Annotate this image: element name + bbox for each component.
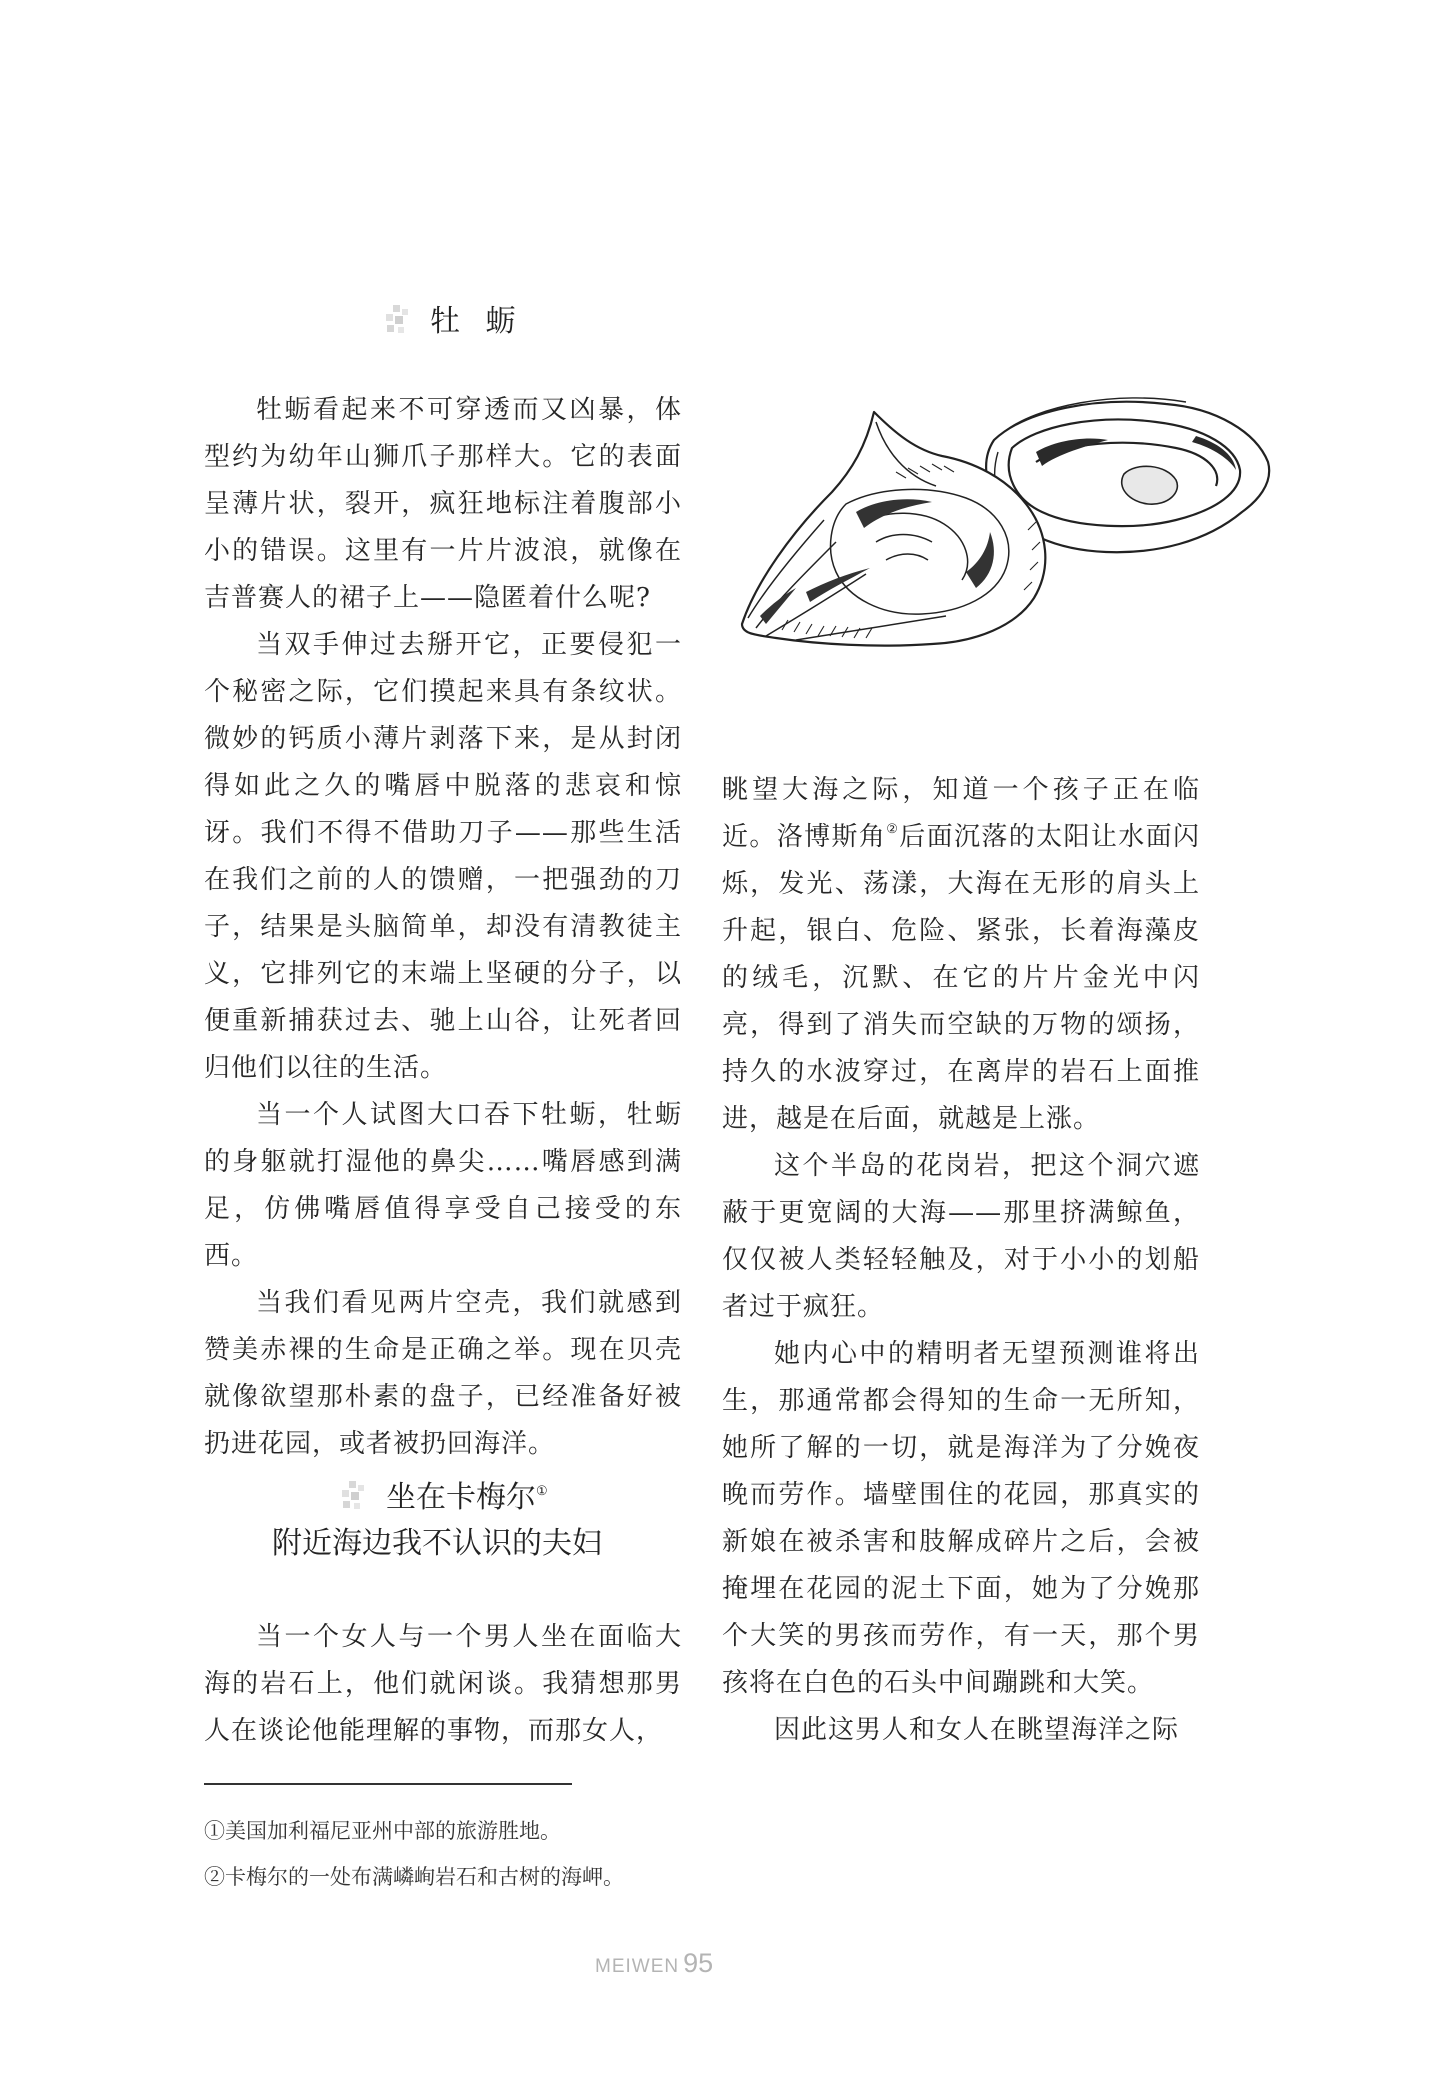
footnote-ref: ② bbox=[886, 822, 900, 837]
section-title-text: 牡 蛎 bbox=[430, 304, 524, 339]
paragraph: 牡蛎看起来不可穿透而又凶暴，体型约为幼年山狮爪子那样大。它的表面呈薄片状，裂开，疯狂地标注着腹部小小的错误。这里有一片片波浪，就像在吉普赛人的裙子上——隐匿着什么呢? bbox=[204, 395, 682, 613]
paragraph: 当一个人试图大口吞下牡蛎，牡蛎的身躯就打湿他的鼻尖……嘴唇感到满足，仿佛嘴唇值得享受自己接受的东西。 bbox=[204, 1100, 682, 1271]
page-number: 95 bbox=[683, 1948, 714, 1978]
section-title-line2: 附近海边我不认识的夫妇 bbox=[272, 1526, 602, 1561]
section-title-oyster bbox=[384, 298, 524, 346]
section2-body-right bbox=[722, 767, 1200, 1754]
paragraph: 这个半岛的花岗岩，把这个洞穴遮蔽于更宽阔的大海——那里挤满鲸鱼，仅仅被人类轻轻触及，对于小小的划船者过于疯狂。 bbox=[722, 1151, 1200, 1322]
footnote-ref: ① bbox=[536, 1484, 548, 1499]
section-mark-icon bbox=[340, 1479, 374, 1513]
section2-body-left bbox=[204, 1614, 682, 1755]
magazine-name: MEIWEN bbox=[595, 1956, 680, 1977]
footnote: ①美国加利福尼亚州中部的旅游胜地。 bbox=[204, 1819, 561, 1843]
section-mark-icon bbox=[384, 303, 418, 337]
page-folio bbox=[595, 1948, 713, 1979]
paragraph: 当一个女人与一个男人坐在面临大海的岩石上，他们就闲谈。我猜想那男人在谈论他能理解的事物，而那女人， bbox=[204, 1622, 682, 1746]
paragraph: 当双手伸过去掰开它，正要侵犯一个秘密之际，它们摸起来具有条纹状。微妙的钙质小薄片剥落下来，是从封闭得如此之久的嘴唇中脱落的悲哀和惊讶。我们不得不借助刀子——那些生活在我们之前的人的馈赠，一把强劲的刀子，结果是头脑简单，却没有清教徒主义，它排列它的末端上坚硬的分子，以便重新捕获过去、驰上山谷，让死者回归他们以往的生活。 bbox=[204, 630, 682, 1083]
section-title-line1: 坐在卡梅尔 bbox=[386, 1480, 536, 1515]
paragraph-text: 后面沉落的太阳让水面闪烁，发光、荡漾，大海在无形的肩头上升起，银白、危险、紧张，长着海藻皮的绒毛，沉默、在它的片片金光中闪亮，得到了消失而空缺的万物的颂扬，持久的水波穿过，在离岸的岩石上面推进，越是在后面，就越是上涨。 bbox=[722, 822, 1200, 1134]
footnote-divider bbox=[204, 1783, 572, 1785]
paragraph-continued bbox=[722, 767, 1200, 1143]
paragraph: 她内心中的精明者无望预测谁将出生，那通常都会得知的生命一无所知，她所了解的一切，就是海洋为了分娩夜晚而劳作。墙壁围住的花园，那真实的新娘在被杀害和肢解成碎片之后，会被掩埋在花园的泥土下面，她为了分娩那个大笑的男孩而劳作，有一天，那个男孩将在白色的石头中间蹦跳和大笑。 bbox=[722, 1339, 1200, 1698]
paragraph: 当我们看见两片空壳，我们就感到赞美赤裸的生命是正确之举。现在贝壳就像欲望那朴素的盘子，已经准备好被扔进花园，或者被扔回海洋。 bbox=[204, 1288, 682, 1459]
section-title-couple bbox=[340, 1474, 548, 1522]
paragraph-text: 眺望大海之际，知道一个孩子正在临近。洛博斯角 bbox=[722, 775, 1200, 852]
oyster-shells-drawing bbox=[736, 392, 1274, 654]
footnote: ②卡梅尔的一处布满嶙峋岩石和古树的海岬。 bbox=[204, 1865, 624, 1889]
paragraph: 因此这男人和女人在眺望海洋之际 bbox=[774, 1715, 1180, 1745]
section1-body bbox=[204, 387, 682, 1468]
